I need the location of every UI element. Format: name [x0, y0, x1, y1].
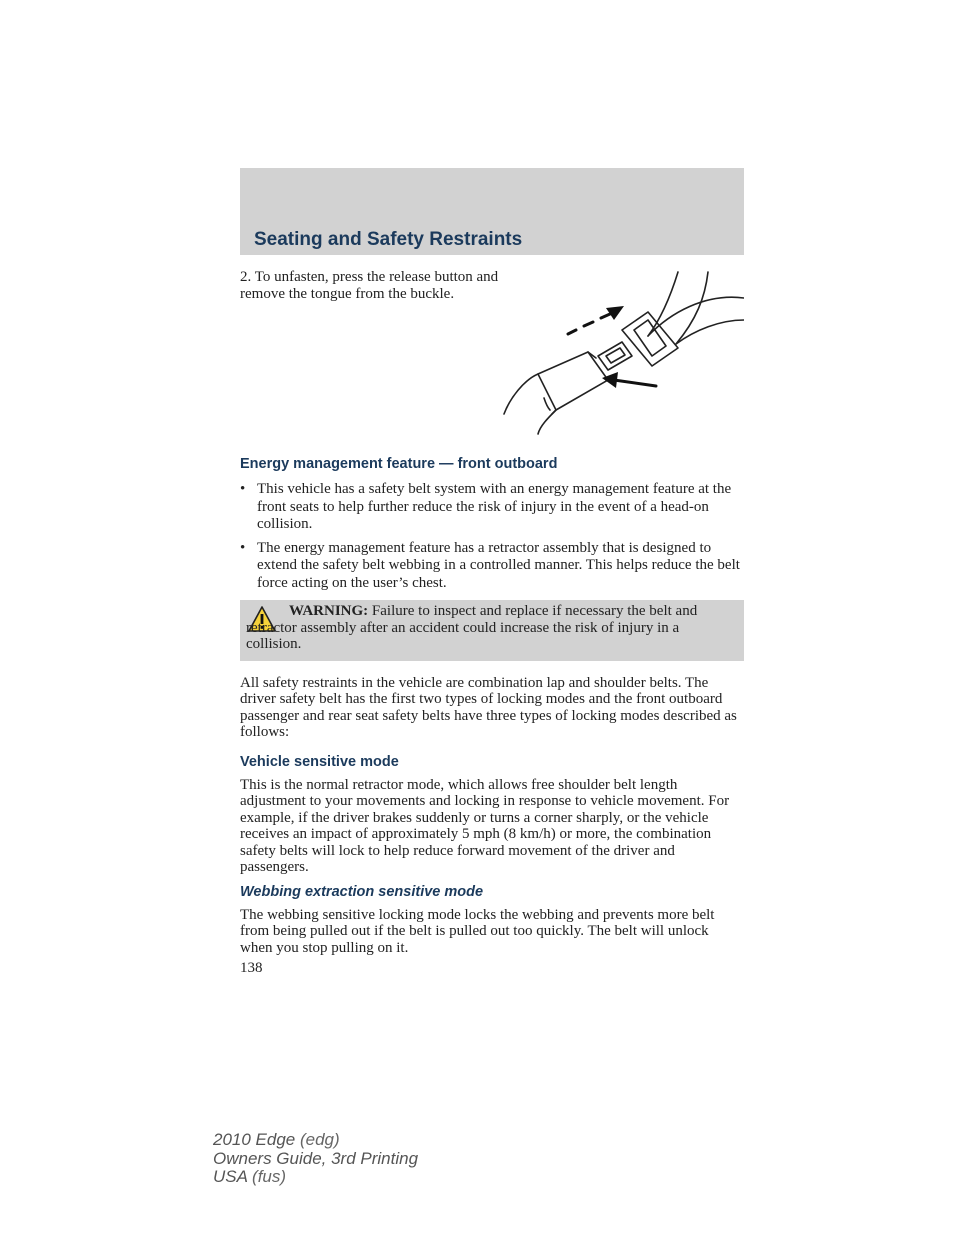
locking-modes-intro: All safety restraints in the vehicle are combination lap and shoulder belts. The driver safety belt has the first two types of locking modes and the front outboard passenger and rear seat safety belts have three types of locking modes described as follows:	[240, 675, 737, 741]
webbing-sensitive-text: The webbing sensitive locking mode locks the webbing and prevents more belt from being pulled out if the belt is pulled out too quickly. The belt will unlock when you stop pulling on it.	[240, 907, 715, 956]
bullet-icon: •	[240, 481, 246, 497]
vehicle-sensitive-text: This is the normal retractor mode, which allows free shoulder belt length adjustment to your movements and locking in response to vehicle movement. For example, if the driver brakes suddenly or turns a corner sharply, or the vehicle receives an impact of approximately 5 mph (8 km/h) or more, the combination safety belts will lock to help reduce forward movement of the driver and passengers.	[240, 777, 730, 876]
bullet-icon: •	[240, 539, 246, 556]
seat-belt-buckle-illustration	[500, 268, 744, 436]
footer-market-code: (fus)	[247, 1167, 287, 1186]
page-title: Seating and Safety Restraints	[254, 229, 523, 250]
list-item-text: The energy management feature has a retractor assembly that is designed to extend the safety belt webbing in a controlled manner. This helps reduce the belt force acting on the user’s chest.	[257, 539, 740, 591]
warning-text	[246, 603, 734, 653]
webbing-sensitive-heading: Webbing extraction sensitive mode	[240, 884, 484, 900]
footer-model-code: (edg)	[295, 1130, 340, 1149]
page-number: 138	[240, 960, 263, 976]
footer-market: USA	[213, 1167, 248, 1186]
energy-management-list	[240, 481, 744, 592]
footer-publication-info	[213, 1131, 418, 1187]
footer-line-1	[213, 1131, 418, 1150]
energy-management-heading: Energy management feature — front outboard	[240, 456, 558, 472]
list-item	[240, 540, 744, 593]
warning-body: Failure to inspect and replace if necessary the belt and retractor assembly after an accident could increase the risk of injury in a collision.	[246, 603, 698, 652]
header-band	[240, 168, 744, 255]
step-unfasten-text: 2. To unfasten, press the release button and remove the tongue from the buckle.	[240, 269, 499, 302]
footer-line-3	[213, 1168, 418, 1187]
warning-box	[240, 600, 744, 661]
footer-line-2: Owners Guide, 3rd Printing	[213, 1148, 419, 1168]
footer-model: 2010 Edge	[213, 1130, 296, 1149]
warning-label: WARNING:	[289, 603, 369, 619]
list-item-text: This vehicle has a safety belt system with an energy management feature at the front seats to help further reduce the risk of injury in the event of a head-on collision.	[257, 481, 732, 532]
list-item	[240, 481, 744, 534]
vehicle-sensitive-heading: Vehicle sensitive mode	[240, 754, 399, 770]
